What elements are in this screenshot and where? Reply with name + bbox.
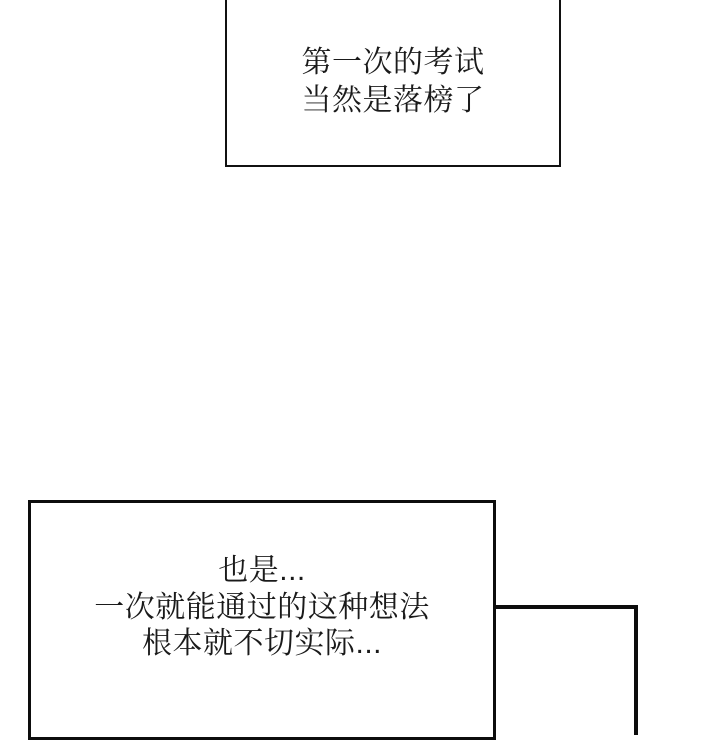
speech-line: 一次就能通过的这种想法 (94, 590, 430, 624)
speech-text-top (227, 44, 559, 120)
speech-line: 第一次的考试 (301, 46, 485, 79)
speech-line: 当然是落榜了 (301, 84, 485, 117)
speech-text-bottom (31, 553, 493, 663)
speech-panel-top (225, 0, 561, 167)
speech-line: 也是... (218, 554, 306, 587)
speech-panel-bottom (28, 500, 496, 740)
speech-line: 根本就不切实际... (141, 627, 382, 660)
